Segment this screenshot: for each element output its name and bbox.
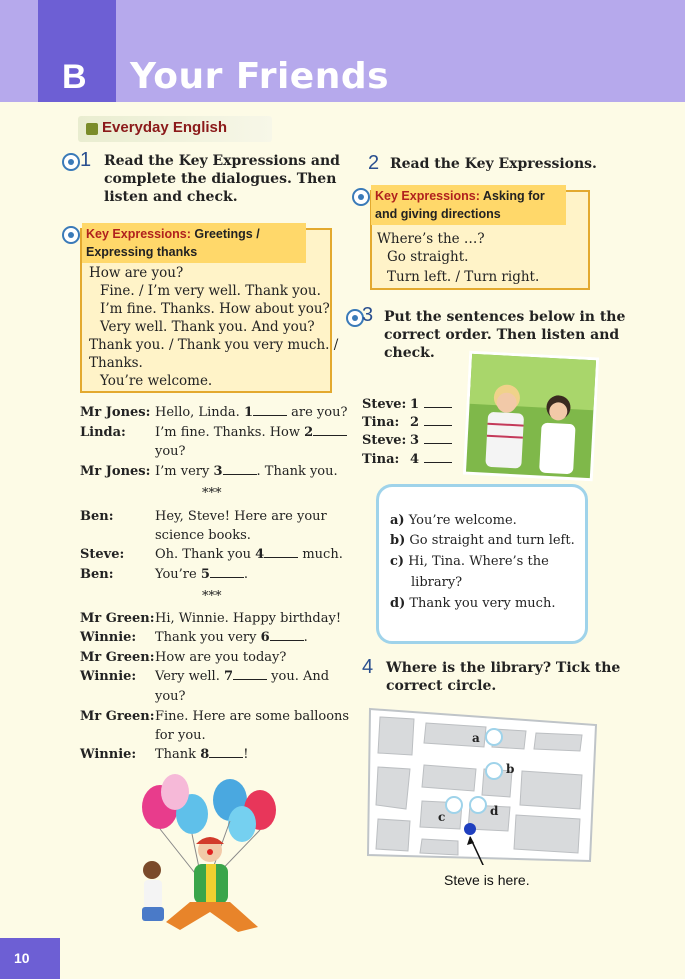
- order-blank-3[interactable]: 3: [410, 431, 452, 450]
- order-speaker: Tina:: [362, 452, 400, 467]
- map-label-c: c: [438, 810, 446, 824]
- dialogue-speaker: Winnie:: [80, 630, 137, 645]
- dialogue-line: I’m fine. Thanks. How 2: [155, 423, 347, 442]
- section-label: [78, 116, 272, 142]
- order-speaker: Tina:: [362, 415, 400, 430]
- map-label-d: d: [490, 804, 499, 818]
- key-line: Go straight.: [387, 249, 469, 265]
- blank-number: 3: [213, 464, 223, 479]
- key-line: Fine. / I’m very well. Thank you.: [100, 283, 321, 299]
- child-head: [143, 861, 161, 879]
- steve-position-marker: [464, 823, 476, 835]
- dialogue-line: Hi, Winnie. Happy birthday!: [155, 611, 342, 626]
- dialogue-separator: ***: [202, 589, 222, 604]
- dialogue-line: Oh. Thank you 4 much.: [155, 547, 343, 562]
- order-blank-4[interactable]: 4: [410, 450, 452, 469]
- dialogue-speaker: Winnie:: [80, 669, 137, 684]
- answer-blank[interactable]: [223, 463, 257, 475]
- dialogue-speaker: Winnie:: [80, 747, 137, 762]
- dialogue-speaker: Ben:: [80, 567, 114, 582]
- map-label-a: a: [472, 731, 480, 745]
- dialogue-line: science books.: [155, 528, 251, 543]
- steve-tina-photo: [463, 351, 599, 482]
- map-circle-a[interactable]: [486, 729, 502, 745]
- dialogue-speaker: Steve:: [80, 547, 125, 562]
- child-body: [144, 880, 162, 908]
- key-line: I’m fine. Thanks. How about you?: [100, 301, 330, 317]
- key-line: Thanks.: [89, 355, 143, 371]
- dialogue-speaker: Ben:: [80, 509, 114, 524]
- section-letter: B: [62, 58, 87, 96]
- order-speaker: Steve:: [362, 433, 407, 448]
- key-expressions-title: Key Expressions: Asking for and giving directions: [371, 185, 566, 225]
- page-number-tab: [0, 938, 60, 979]
- blank-number: 1: [243, 405, 253, 420]
- dialogue-speaker: Mr Jones:: [80, 405, 151, 420]
- dialogue-line: Thank you very 6 .: [155, 630, 308, 645]
- map-circle-c[interactable]: [446, 797, 462, 813]
- key-line: Thank you. / Thank you very much. /: [89, 337, 339, 353]
- exercise-2-instruction: Read the Key Expressions.: [390, 156, 597, 172]
- dialogue-speaker: Mr Jones:: [80, 464, 151, 479]
- dialogue-line: You’re 5 .: [155, 567, 249, 582]
- option-c-cont: library?: [411, 575, 463, 590]
- blank-number: 7: [223, 669, 234, 684]
- clown-legs: [166, 902, 258, 932]
- clown-balloons-illustration: [130, 772, 290, 937]
- blank-number: 2: [304, 425, 314, 440]
- library-map: [366, 705, 600, 865]
- dialogue-line: for you.: [155, 728, 206, 743]
- page-header: [0, 0, 685, 102]
- answer-blank[interactable]: [253, 404, 287, 416]
- dialogue-speaker: Linda:: [80, 425, 126, 440]
- dialogue-line: you?: [155, 689, 186, 704]
- page-number: 10: [14, 950, 30, 966]
- exercise-3-number: 3: [362, 304, 374, 326]
- dialogue-line: Fine. Here are some balloons: [155, 709, 350, 724]
- order-blank-1[interactable]: 1: [410, 395, 452, 414]
- map-caption: Steve is here.: [444, 872, 530, 888]
- bullet-icon: [86, 123, 98, 135]
- map-circle-d[interactable]: [470, 797, 486, 813]
- answer-blank[interactable]: [270, 629, 304, 641]
- dialogue-speaker: Mr Green:: [80, 709, 155, 724]
- blank-number: 4: [255, 547, 265, 562]
- answer-blank[interactable]: [210, 566, 244, 578]
- dialogue-speaker: Mr Green:: [80, 611, 155, 626]
- blank-number: 8: [200, 747, 210, 762]
- exercise-2-number: 2: [368, 152, 380, 174]
- audio-cd-icon[interactable]: [352, 188, 370, 206]
- dialogue-speaker: Mr Green:: [80, 650, 155, 665]
- key-line: Turn left. / Turn right.: [387, 269, 540, 285]
- key-line: You’re welcome.: [100, 373, 213, 389]
- key-line: Very well. Thank you. And you?: [100, 319, 315, 335]
- answer-blank[interactable]: [233, 668, 267, 680]
- key-expressions-title: Key Expressions: Greetings / Expressing thanks: [82, 223, 306, 263]
- exercise-3-instruction: Put the sentences below in the correct order. Then listen and check.: [384, 309, 626, 361]
- key-line: Where’s the …?: [377, 231, 485, 247]
- dialogue-line: Very well. 7 you. And: [155, 669, 330, 684]
- option-d[interactable]: d) Thank you very much.: [390, 596, 556, 611]
- dialogue-line: Hey, Steve! Here are your: [155, 509, 327, 524]
- exercise-1-instruction: Read the Key Expressions and complete the dialogues. Then listen and check.: [104, 153, 340, 205]
- answer-blank[interactable]: [209, 746, 243, 758]
- dialogue-line: Hello, Linda. 1 are you?: [155, 405, 348, 420]
- order-speaker: Steve:: [362, 397, 407, 412]
- map-label-b: b: [506, 762, 515, 776]
- audio-cd-icon[interactable]: [62, 153, 80, 171]
- answer-blank[interactable]: [264, 546, 298, 558]
- page-title: Your Friends: [130, 56, 390, 97]
- option-a[interactable]: a) You’re welcome.: [390, 513, 517, 528]
- balloon-icon: [228, 806, 256, 842]
- blank-number: 5: [200, 567, 210, 582]
- exercise-1-number: 1: [80, 149, 92, 171]
- dialogue-line: Thank 8 !: [155, 747, 249, 762]
- exercise-4-number: 4: [362, 656, 374, 678]
- order-blank-2[interactable]: 2: [410, 413, 452, 432]
- blank-number: 6: [260, 630, 270, 645]
- dialogue-line: How are you today?: [155, 650, 287, 665]
- balloon-icon: [161, 774, 189, 810]
- audio-cd-icon[interactable]: [62, 226, 80, 244]
- dialogue-line: I’m very 3 . Thank you.: [155, 464, 338, 479]
- dialogue-separator: ***: [202, 486, 222, 501]
- option-c[interactable]: c) Hi, Tina. Where’s the: [390, 554, 549, 569]
- map-circle-b[interactable]: [486, 763, 502, 779]
- answer-blank[interactable]: [313, 424, 347, 436]
- exercise-4-instruction: Where is the library? Tick the correct circle.: [386, 660, 621, 694]
- section-label-text: Everyday English: [102, 119, 228, 136]
- option-b[interactable]: b) Go straight and turn left.: [390, 533, 575, 548]
- key-line: How are you?: [89, 265, 184, 281]
- dialogue-line: you?: [155, 444, 186, 459]
